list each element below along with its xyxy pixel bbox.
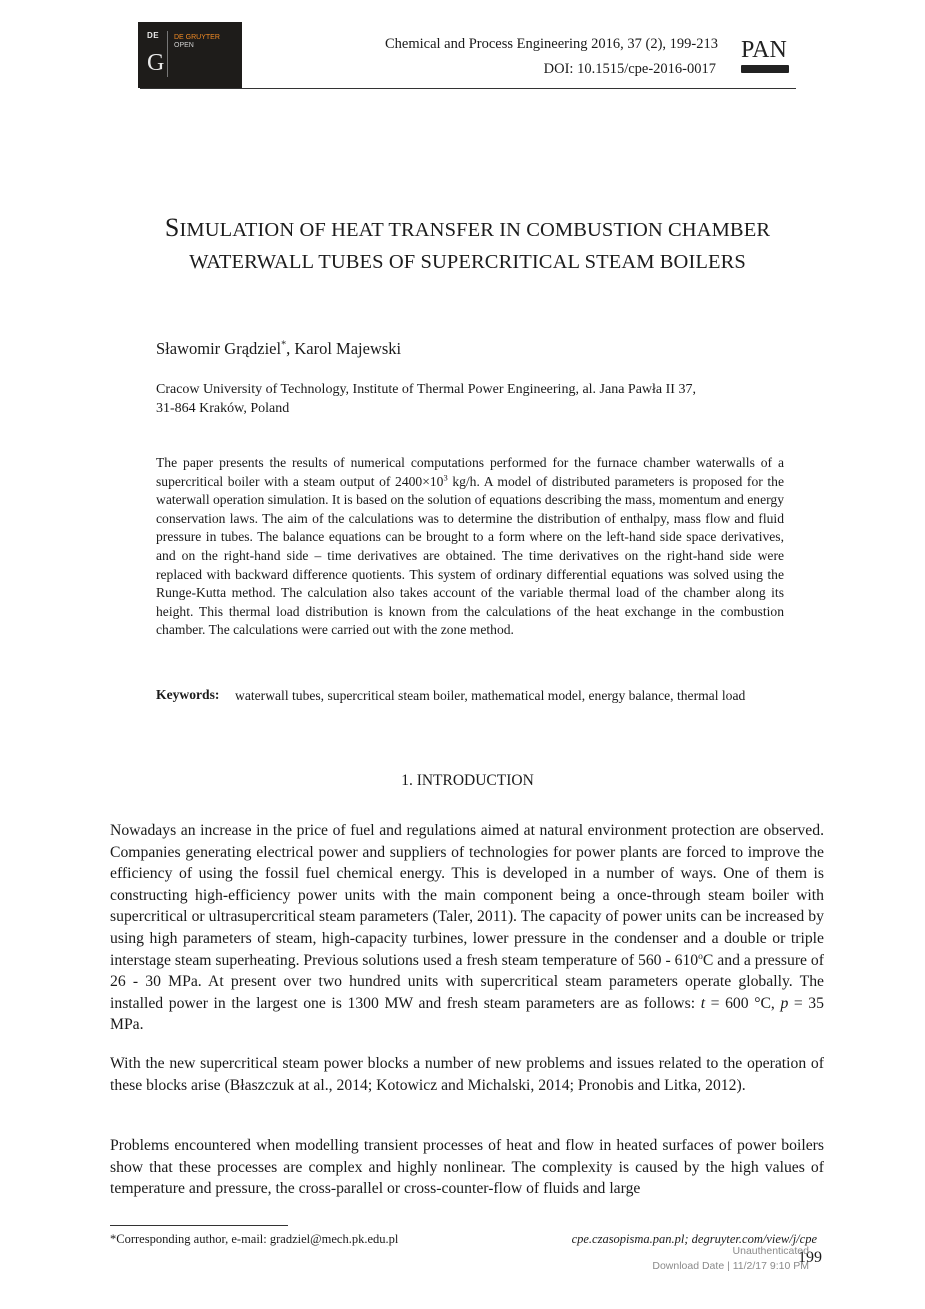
p1-text-b: C and a pressure of 26 - 30 MPa. At present over two hundred units with supercritical steam parameters operate globally. The installed power in the largest one is 1300 MW and fresh steam parameters are as follows: — [110, 951, 824, 1012]
footnote-divider — [110, 1225, 288, 1226]
logo-open-text: OPEN — [174, 42, 194, 49]
intro-paragraph-1 — [110, 820, 824, 1036]
logo-name-text: DE GRUYTER — [174, 34, 220, 41]
p1-text-d: = 35 MPa. — [110, 994, 824, 1034]
pan-logo — [741, 36, 791, 76]
section-heading: 1. INTRODUCTION — [401, 772, 534, 789]
corresponding-marker: * — [281, 339, 287, 351]
author-2: , Karol Majewski — [286, 339, 402, 358]
abstract-text-2: kg/h. A model of distributed parameters is proposed for the waterwall operation simulation. It is based on the solution of equations describing the mass, momentum and energy conservation laws. The aim of the calculations was to determine the distribution of enthalpy, mass flow and fluid pressure in tubes. The balance equations can be brought to a form where on the left-hand side space derivatives, and on the right-hand side – time derivatives are obtained. The time derivatives on the right-hand side were replaced with backward difference quotients. This system of ordinary differential equations was solved using the Runge-Kutta method. The calculation also takes account of the variable thermal load of the chamber along its height. This thermal load distribution is known from the calculations of the heat exchange in the combustion chamber. The calculations were carried out with the zone method. — [156, 473, 784, 638]
watermark-line-1: Unauthenticated — [732, 1245, 809, 1257]
journal-citation: Chemical and Process Engineering 2016, 37 (2), 199-213 — [384, 36, 718, 52]
keywords-text: waterwall tubes, supercritical steam boiler, mathematical model, energy balance, thermal load — [235, 688, 746, 703]
logo-de-text: DE — [147, 31, 160, 40]
footnote: *Corresponding author, e-mail: gradziel@mech.pk.edu.pl — [110, 1232, 399, 1246]
abstract-text-1: The paper presents the results of numerical computations performed for the furnace chamber waterwalls of a supercritical boiler with a steam output of 2400×10 — [156, 455, 784, 489]
p1-text-a: Nowadays an increase in the price of fuel and regulations aimed at natural environment protection are observed. Companies generating electrical power and suppliers of technologies for power plants are forced to improve the efficiency of using the fossil fuel chemical energy. This is developed in a number of ways. One of them is constructing high-efficiency power units with the main component being a once-through steam boiler with supercritical or ultrasupercritical steam parameters (Taler, 2011). The capacity of power units can be increased by using high parameters of steam, high-capacity turbines, lower pressure in the condenser and a double or triple interstage steam superheating. Previous solutions used a fresh steam temperature of 560 - 610 — [110, 822, 824, 969]
footer-journal-links[interactable]: cpe.czasopisma.pan.pl; degruyter.com/view/j/cpe — [571, 1232, 817, 1246]
p1-var-p: p — [780, 994, 789, 1012]
intro-paragraph-3: Problems encountered when modelling transient processes of heat and flow in heated surfaces of power boilers show that these processes are complex and highly nonlinear. The complexity is caused by the high values of temperature and pressure, the cross-parallel or cross-counter-flow of fluids and large — [110, 1137, 824, 1198]
title-initial: S — [164, 213, 180, 242]
abstract — [156, 454, 784, 640]
p1-degree-sup: o — [698, 951, 703, 962]
abstract-superscript: 3 — [443, 472, 448, 483]
authors — [156, 339, 401, 359]
affiliation — [156, 380, 776, 418]
affiliation-line-1: Cracow University of Technology, Institute of Thermal Power Engineering, al. Jana Pawła II 37, — [156, 382, 696, 397]
p1-var-t: t — [700, 994, 706, 1012]
page-number: 199 — [798, 1249, 822, 1266]
title-line-1-rest: IMULATION OF HEAT TRANSFER IN COMBUSTION CHAMBER — [179, 219, 771, 241]
header-divider — [140, 88, 796, 89]
pan-logo-text: PAN — [741, 37, 787, 63]
doi: DOI: 10.1515/cpe-2016-0017 — [543, 61, 716, 77]
logo-publisher-name — [174, 34, 220, 50]
publisher-logo — [138, 22, 242, 88]
paper-title-line-1 — [110, 213, 825, 243]
watermark-line-2: Download Date | 11/2/17 9:10 PM — [652, 1260, 809, 1272]
keywords-label: Keywords: — [156, 687, 220, 702]
pan-logo-bar — [741, 65, 789, 73]
p1-text-c: = 600 °C, — [705, 994, 781, 1012]
paper-title-line-2: WATERWALL TUBES OF SUPERCRITICAL STEAM BOILERS — [189, 251, 746, 273]
logo-g-text: G — [147, 50, 165, 76]
intro-paragraph-2: With the new supercritical steam power blocks a number of new problems and issues related to the operation of these blocks arise (Błaszczuk at al., 2014; Kotowicz and Michalski, 2014; Pronobis and Litka, 2012). — [110, 1055, 824, 1094]
affiliation-line-2: 31-864 Kraków, Poland — [156, 401, 290, 416]
author-1: Sławomir Grądziel — [156, 339, 282, 358]
